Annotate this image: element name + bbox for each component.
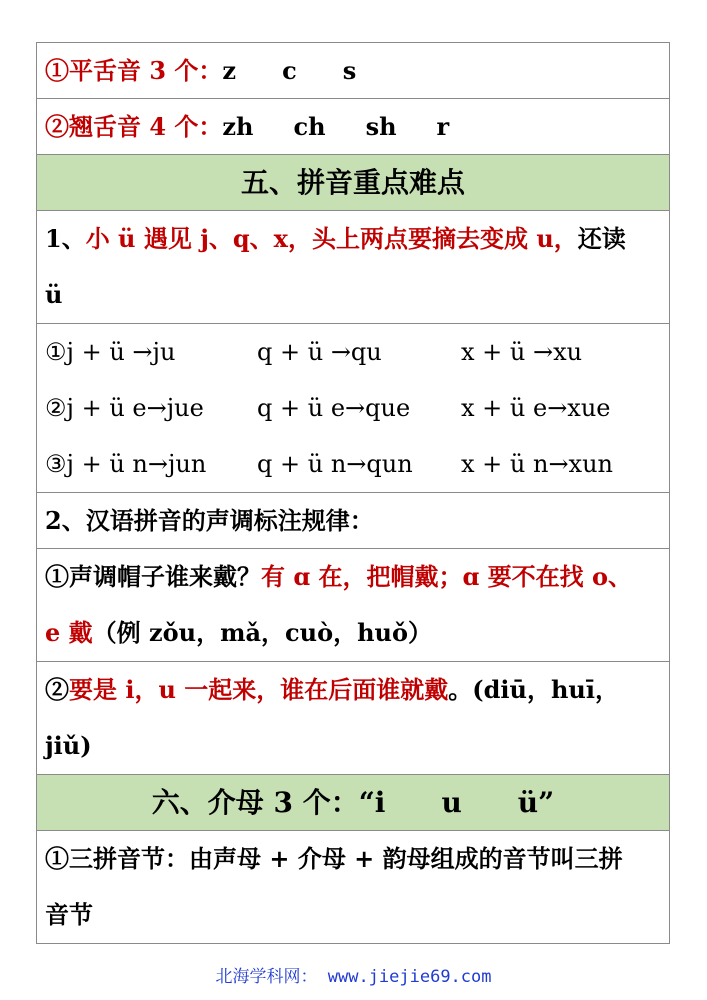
tone-1-red: 有 ɑ 在，把帽戴；ɑ 要不在找 o、 (261, 562, 632, 591)
retro-sh: sh (365, 112, 397, 141)
section-6-title: 六、介母 3 个：“i u ü” (151, 786, 555, 819)
retroflex-label: ②翘舌音 4 个： (45, 112, 223, 141)
tone-1-black: ①声调帽子谁来戴？ (45, 562, 261, 591)
tone-2-line2: jiǔ) (45, 731, 92, 760)
flat-s: s (342, 56, 357, 85)
section-5-header (36, 155, 670, 211)
rule-1-red: 小 ü 遇见 j、q、x，头上两点要摘去变成 u， (85, 224, 578, 253)
flat-tongue-label: ①平舌音 3 个： (45, 56, 223, 85)
rule-1-tail: 还读 (577, 224, 626, 253)
flat-z: z (222, 56, 237, 85)
flat-tongue-row (36, 43, 670, 99)
retroflex-row (36, 99, 670, 155)
retro-zh: zh (222, 112, 254, 141)
section-5-title: 五、拼音重点难点 (240, 166, 465, 199)
tone-2-num: ② (45, 675, 69, 704)
example-line: ②j + ü e→jue q + ü e→que x + ü e→xue (45, 394, 611, 422)
example-line: ①j + ü →ju q + ü →qu x + ü →xu (45, 338, 583, 366)
examples-row (36, 324, 670, 493)
retro-ch: ch (293, 112, 326, 141)
content-table (36, 42, 670, 944)
triple-line2: 音节 (45, 900, 93, 929)
rule-1-prefix: 1、 (45, 224, 86, 253)
tone-rule-1-row (36, 549, 670, 662)
footer-watermark: 北海学科网： www.jiejie69.com (215, 967, 492, 987)
flat-c: c (282, 56, 297, 85)
rule-2-title: 2、汉语拼音的声调标注规律： (45, 506, 374, 535)
triple-syllable-row (36, 831, 670, 944)
rule-1-line2: ü (45, 280, 63, 309)
section-6-header (36, 775, 670, 831)
tone-rule-2-row (36, 662, 670, 775)
tone-1-red2: e 戴 (45, 618, 93, 647)
rule-2-row (36, 493, 670, 549)
retro-r: r (436, 112, 450, 141)
tone-2-red: 要是 i，u 一起来，谁在后面谁就戴 (69, 675, 449, 704)
example-line: ③j + ü n→jun q + ü n→qun x + ü n→xun (45, 450, 614, 478)
rule-1-row (36, 211, 670, 324)
triple-line1: ①三拼音节：由声母 + 介母 + 韵母组成的音节叫三拼 (45, 844, 623, 873)
tone-1-example: （例 zǒu，mǎ，cuò，huǒ） (92, 618, 432, 647)
tone-2-example: 。(diū，huī， (448, 675, 619, 704)
